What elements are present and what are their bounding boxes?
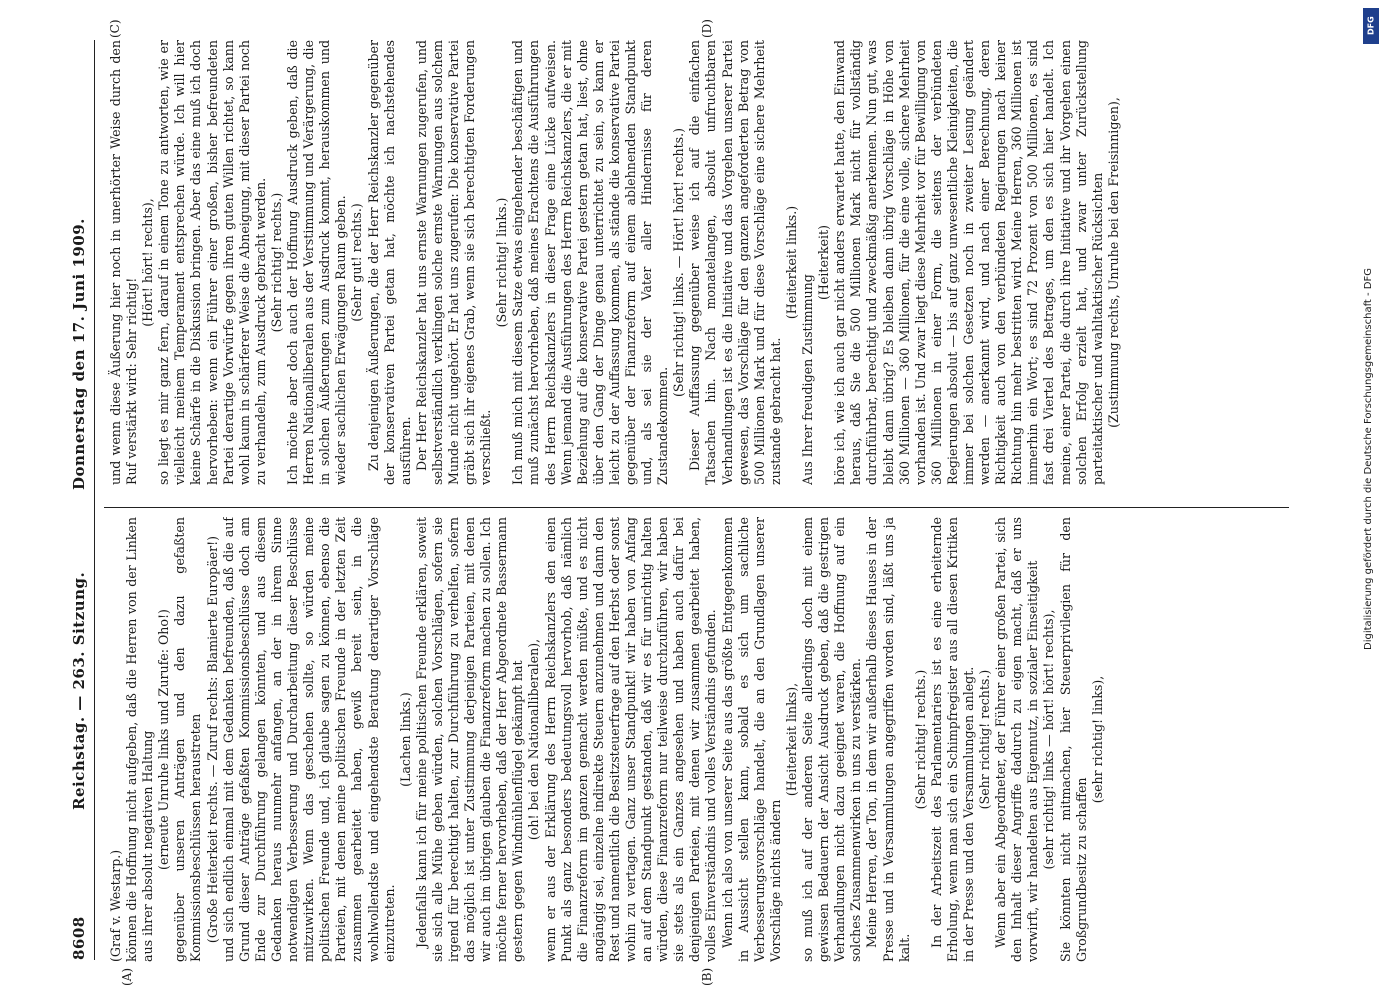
interjection: (Sehr richtig! links.) <box>494 197 510 328</box>
paragraph: Wenn aber ein Abgeordneter, der Führer einer großen Partei, sich den Inhalt dieser Angriffe dadurch zu eigen macht, daß er uns vorwirft, wir handelten aus Eigennutz, in sozialer Einseitigkeit <box>993 517 1041 962</box>
header-title: Reichstag. — 263. Sitzung. <box>70 571 88 810</box>
paragraph: Ich muß mich mit diesem Satze etwas eingehender beschäftigen und muß zunächst hervorheben, daß meines Erachtens die Ausführungen des Herrn Reichskanzlers in dieser Frage eine Lücke aufweisen. Wenn jemand die Ausführungen des Herrn Reichskanzlers, die er mit Beziehung auf die konservative Partei gestern getan hat, liest, ohne über den Gang der Dinge genau unterrichtet zu sein, so kann er leicht zu der Auffassung kommen, als stände die konservative Partei gegenüber der Finanzreform auf einem ablehnenden Standpunkt und, als sei sie der Vater aller Hindernisse für deren Zustandekommen. <box>510 40 671 485</box>
paragraph: In der Arbeitszeit des Parlamentariers ist es eine erheiternde Erholung, wenn man sich ein Schimpfregister aus all diesen Kritiken in der Presse und den Versammlungen anlegt. <box>928 517 976 962</box>
paragraph: höre ich, wie ich auch gar nicht anders erwartet hatte, den Einwand heraus, daß Sie die 500 Millionen Mark nicht für vollständig durchführbar, berechtigt und zweckmäßig anerkennen. Nun gut, was bleibt dann übrig? Es bleiben dann übrig Vorschläge in Höhe von 360 Millionen — 360 Millionen, für die eine volle, sichere Mehrheit vorhanden ist. Und zwar liegt diese Mehrheit vor für Bewilligung von 360 Millionen in einer Form, die seitens der verbündeten Regierungen absolut — bis auf ganz unwesentliche Kleinigkeiten, die immer bei solchen Gesetzen noch in zweiter Lesung geändert werden — anerkannt wird, und nach einer Berechnung, deren Richtigkeit auch von den verbündeten Regierungen nach keiner Richtung hin mehr bestritten wird. Meine Herren, 360 Millionen ist immerhin ein Wort; es sind 72 Prozent von 500 Millionen, es sind fast drei Viertel des Betrages, um den es sich hier handelt. Ich meine, einer Partei, die durch ihre Initiative und ihr Vorgehen einen solchen Erfolg erzielt hat, und zwar unter Zurückstellung parteitaktischer und wahltaktischer Rücksichten <box>832 40 1105 485</box>
interjection: (Heiterkeit links.) <box>783 205 799 320</box>
paragraph: Meine Herren, der Ton, in dem wir außerhalb dieses Hauses in der Presse und in Versammlungen angegriffen worden sind, läßt uns ja kalt. <box>864 517 912 962</box>
speaker-line: (Graf v. Westarp.) <box>108 849 123 962</box>
digitization-credit: Digitalisierung gefördert durch die Deutsche Forschungsgemeinschaft - DFG <box>1363 267 1374 650</box>
paragraph: Aus Ihrer freudigen Zustimmung <box>800 274 816 485</box>
page-header <box>70 40 94 960</box>
paragraph: und wenn diese Äußerung hier noch in unerhörter Weise durch den Ruf verstärkt wird: Sehr richtig! <box>108 40 140 485</box>
interjection: (Lachen links.) <box>397 692 413 787</box>
paragraph: gegenüber unseren Anträgen und den dazu gefaßten Kommissionsbeschlüssen heraustreten <box>172 517 204 962</box>
interjection: (Heiterkeit) <box>816 225 832 300</box>
paragraph: können die Hoffnung nicht aufgeben, daß die Herren von der Linken aus ihrer absolut negativen Haltung <box>124 517 156 962</box>
paragraph: so liegt es mir ganz fern, darauf in einem Tone zu antworten, wie er vielleicht meinem Temperament entsprechen würde. Ich will hier keine Schärfe in die Diskussion bringen. Aber das eine muß ich doch hervorheben: wenn ein Führer einer großen, bisher befreundeten Partei derartige Vorwürfe gegen ihren guten Willen richtet, so kann wohl kaum in schärferer Weise die Abneigung, mit dieser Partei noch zu verhandeln, zum Ausdruck gebracht werden. <box>156 40 268 485</box>
header-rule <box>94 40 95 960</box>
interjection: (Sehr richtig! links. — Hört! hört! rechts.) <box>671 127 687 398</box>
interjection: (sehr richtig! links — hört! hört! rechts), <box>1041 609 1057 870</box>
interjection: (erneute Unruhe links und Zurufe: Oho!) <box>156 609 172 870</box>
page-number: 8608 <box>70 916 88 960</box>
interjection: (sehr richtig! links), <box>1089 675 1105 804</box>
left-text-column <box>108 517 1288 962</box>
paragraph: Zu denjenigen Äußerungen, die der Herr Reichskanzler gegenüber der konservativen Partei getan hat, möchte ich nachstehendes ausführen. <box>365 40 413 485</box>
margin-mark-a: (A) <box>120 967 134 986</box>
interjection: (Hört! hört! rechts), <box>140 198 156 327</box>
paragraph: Sie könnten nicht mitmachen, hier Steuerprivilegien für den Großgrundbesitz zu schaffen <box>1057 517 1089 962</box>
interjection: (Sehr gut! rechts.) <box>349 203 365 322</box>
paragraph: Jedenfalls kann ich für meine politischen Freunde erklären, soweit sie sich alle Mühe geben würden, solchen Vorschlägen, sofern sie irgend für berechtigt halten, zur Durchführung zu verhelfen, sofern das möglich ist unter Zustimmung derjenigen Parteien, mit denen wir auch im übrigen glauben die Finanzreform machen zu sollen. Ich möchte ferner hervorheben, daß der Herr Abgeordnete Bassermann gestern gegen Windmühlenflügel gekämpft hat <box>413 517 526 962</box>
column-divider <box>104 507 1289 508</box>
paragraph: Dieser Auffassung gegenüber weise ich auf die einfachen Tatsachen hin. Nach monatelangen, absolut unfruchtbaren Verhandlungen ist es die Initiative und das Vorgehen unserer Partei gewesen, das Vorschläge für den ganzen angeforderten Betrag von 500 Millionen Mark und für diese Vorschläge eine sichere Mehrheit zustande gebracht hat. <box>687 40 783 485</box>
header-date: Donnerstag den 17. Juni 1909. <box>70 218 88 490</box>
right-text-column <box>108 40 1288 485</box>
interjection: (oh! bei den Nationalliberalen), <box>526 638 542 841</box>
interjection: (Sehr richtig! rechts.) <box>977 669 993 810</box>
margin-mark-c: (C) <box>108 19 122 38</box>
margin-mark-b: (B) <box>700 967 714 986</box>
interjection: (Zustimmung rechts, Unruhe bei den Freisinnigen), <box>1105 97 1121 428</box>
interjection: (Sehr richtig! rechts.) <box>912 669 928 810</box>
paragraph: Ich möchte aber doch auch der Hoffnung Ausdruck geben, daß die Herren Nationalliberalen aus der Verstimmung und Verärgerung, die in solchen Äußerungen zum Ausdruck kommt, herauskommen und wieder sachlichen Erwägungen Raum geben. <box>285 40 349 485</box>
paragraph: Wenn ich also von unserer Seite aus das größte Entgegenkommen in Aussicht stellen kann, sobald es sich um sachliche Verbesserungsvorschläge handelt, die an den Grundlagen unserer Vorschläge nichts ändern <box>719 517 783 962</box>
paragraph: wenn er aus der Erklärung des Herrn Reichskanzlers den einen Punkt als ganz besonders bedeutungsvoll hervorhob, daß nämlich die Finanzreform im ganzen gemacht werden müßte, und es nicht angängig sei, einzelne indirekte Steuern anzunehmen und dann den Rest und namentlich die Besitzsteuerfrage auf den Herbst oder sonst wohin zu vertagen. Ganz unser Standpunkt! wir haben von Anfang an auf dem Standpunkt gestanden, daß wir es für unrichtig halten würden, diese Finanzreform nur teilweise durchzuführen, wir haben sie stets als ein Ganzes angesehen und haben auch dafür bei denjenigen Parteien, mit denen wir zusammen gearbeitet haben, volles Einverständnis und volles Verständnis gefunden. <box>542 517 719 962</box>
interjection: (Heiterkeit links), <box>783 682 799 797</box>
interjection: (Sehr richtig! rechts.) <box>268 192 284 333</box>
dfg-logo: DFG <box>1363 8 1379 44</box>
paragraph: so muß ich auf der anderen Seite allerdings doch mit einem gewissen Bedauern der Ansicht Ausdruck geben, daß die gestrigen Verhandlungen nicht dazu geeignet waren, die Hoffnung auf ein solches Zusammenwirken in uns zu verstärken. <box>800 517 864 962</box>
paragraph: und sich endlich einmal mit dem Gedanken befreunden, daß die auf Grund dieser Anträge gefaßten Kommissionsbeschlüsse doch am Ende zur Durchführung gelangen könnten, und aus diesem Gedanken heraus nunmehr anfangen, an der in ihrem Sinne notwendigen Verbesserung und Durcharbeitung dieser Beschlüsse mitzuwirken. Wenn das geschehen sollte, so würden meine politischen Freunde und, ich glaube sagen zu können, ebenso die Parteien, mit denen meine politischen Freunde in der letzten Zeit zusammen gearbeitet haben, gewiß bereit sein, in die wohlwollendste und eingehendste Beratung derartiger Vorschläge einzutreten. <box>220 517 397 962</box>
margin-mark-d: (D) <box>700 19 714 38</box>
interjection: (Große Heiterkeit rechts. — Zuruf rechts: Blamierte Europäer!) <box>204 535 220 944</box>
paragraph: Der Herr Reichskanzler hat uns ernste Warnungen zugerufen, und selbstverständlich verklingen solche ernste Warnungen aus solchem Munde nicht ungehört. Er hat uns zugerufen: Die konservative Partei gräbt sich ihr eigenes Grab, wenn sie sich berechtigten Forderungen verschließt. <box>413 40 494 485</box>
